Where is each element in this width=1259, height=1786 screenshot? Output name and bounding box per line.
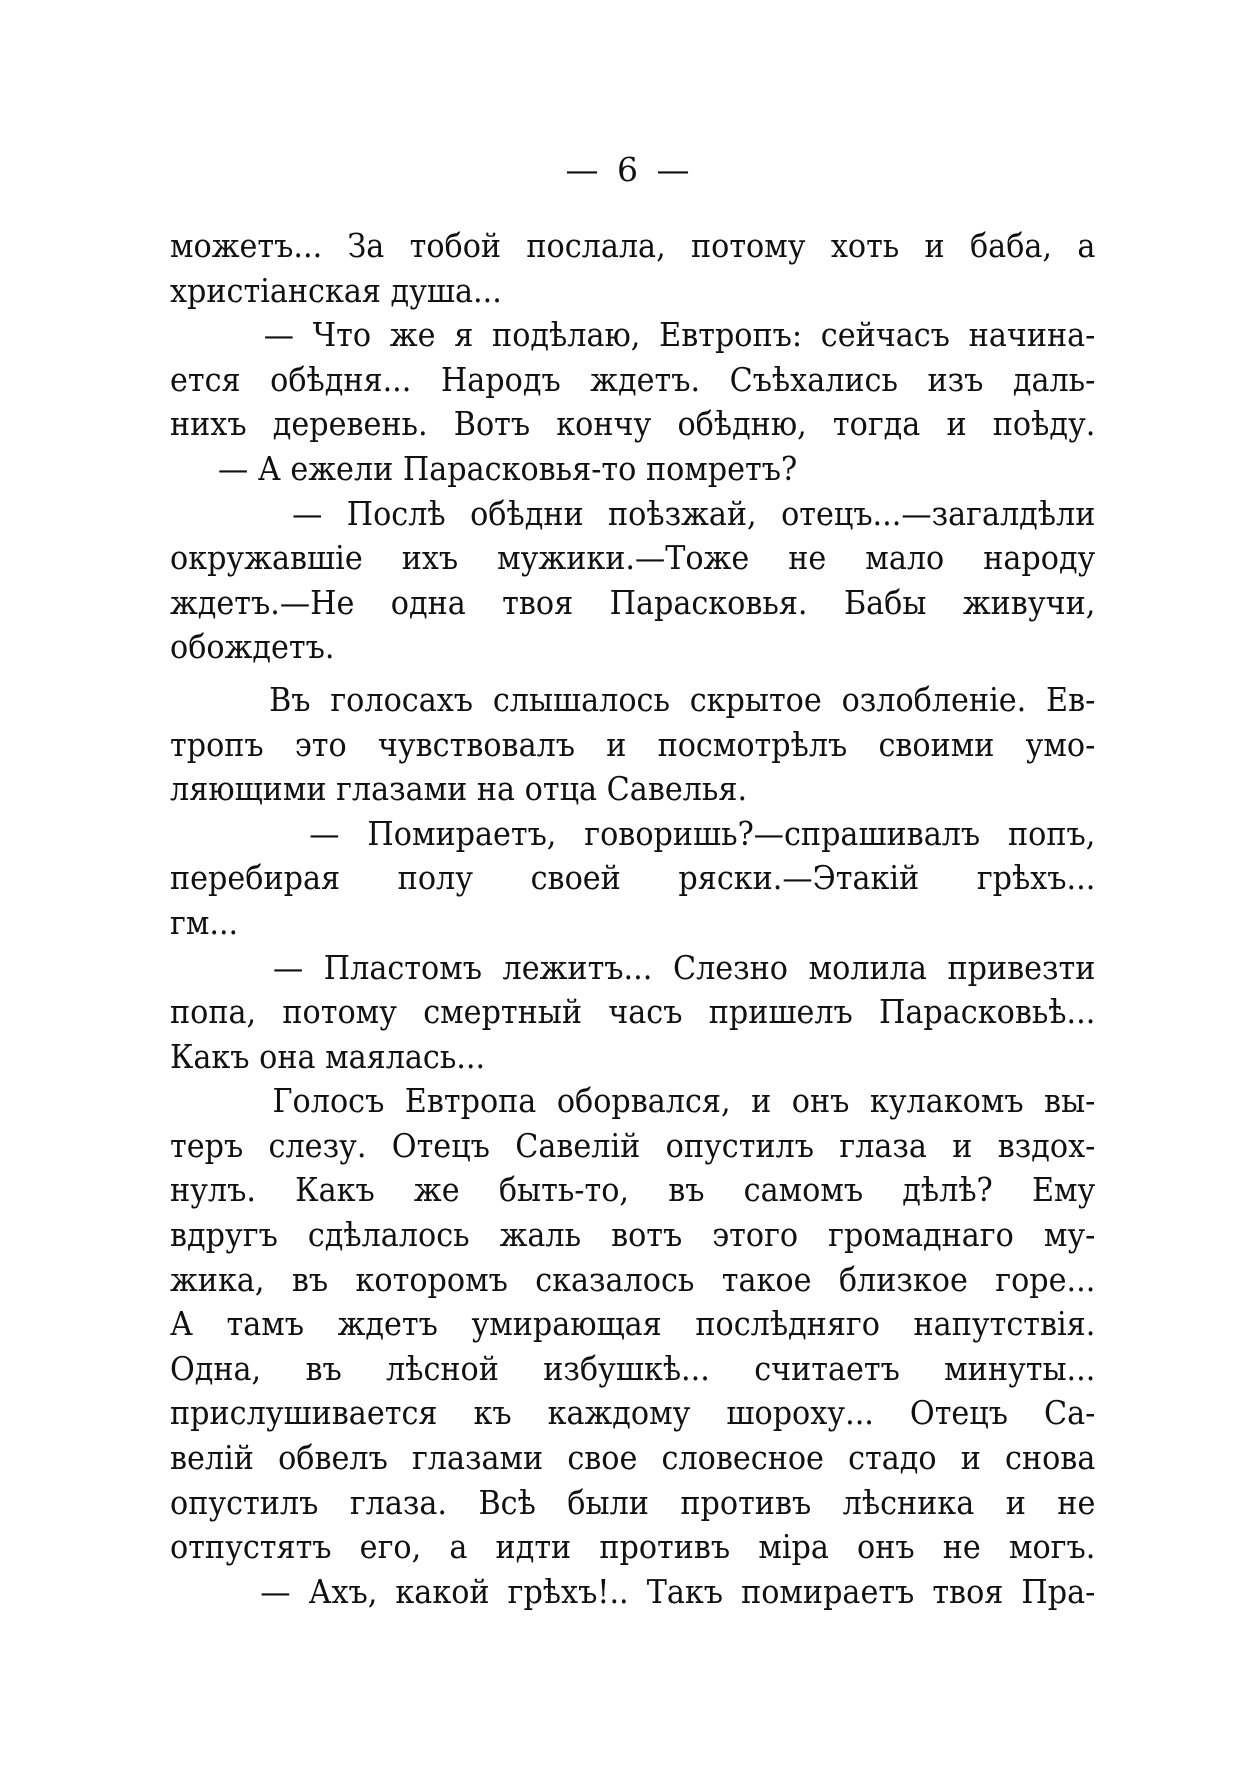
text-line: — Пластомъ лежитъ... Слезно молила привезти: [170, 948, 1096, 987]
text-line: — А ежели Парасковья-то помретъ?: [170, 449, 798, 488]
text-line: Голосъ Евтропа оборвался, и онъ кулакомъ вы-: [170, 1082, 1096, 1121]
text-line: христіанская душа...: [170, 271, 502, 310]
text-line: можетъ... За тобой послала, потому хоть и баба, а: [170, 227, 1096, 265]
text-line: обождетъ.: [170, 628, 335, 667]
text-line: жика, въ которомъ сказалось такое близкое горе...: [170, 1260, 1096, 1299]
text-line: — Ахъ, какой грѣхъ!.. Такъ помираетъ твоя Пра-: [170, 1572, 1096, 1611]
text-line: отпустятъ его, а идти противъ міра онъ не могъ.: [170, 1528, 1096, 1567]
text-line: ется обѣдня... Народъ ждетъ. Съѣхались изъ даль-: [170, 360, 1096, 399]
text-line: А тамъ ждетъ умирающая послѣдняго напутствія.: [170, 1305, 1096, 1344]
text-line: тропъ это чувствовалъ и посмотрѣлъ своими умо-: [170, 725, 1096, 764]
text-line: ляющими глазами на отца Савелья.: [170, 770, 748, 809]
text-line: Въ голосахъ слышалось скрытое озлобленіе. Ев-: [170, 680, 1096, 719]
body-text: [170, 224, 1096, 1614]
text-line: нихъ деревень. Вотъ кончу обѣдню, тогда и поѣду.: [170, 405, 1096, 444]
text-line: нулъ. Какъ же быть-то, въ самомъ дѣлѣ? Ему: [170, 1171, 1096, 1210]
text-line: — Послѣ обѣдни поѣзжай, отецъ...—загалдѣли: [170, 494, 1096, 533]
text-line: — Что же я подѣлаю, Евтропъ: сейчасъ начина-: [170, 316, 1096, 355]
text-line: — Помираетъ, говоришь?—спрашивалъ попъ,: [170, 814, 1096, 853]
text-line: окружавшіе ихъ мужики.—Тоже не мало народу: [170, 539, 1096, 578]
text-line: Какъ она маялась...: [170, 1037, 486, 1076]
text-line: Одна, въ лѣсной избушкѣ... считаетъ минуты...: [170, 1349, 1096, 1388]
text-line: попа, потому смертный часъ пришелъ Парасковьѣ...: [170, 993, 1096, 1032]
text-line: велій обвелъ глазами свое словесное стадо и снова: [170, 1439, 1096, 1478]
page-number: — 6 —: [565, 150, 694, 189]
text-line: вдругъ сдѣлалось жаль вотъ этого громаднаго му-: [170, 1216, 1096, 1255]
text-line: перебирая полу своей ряски.—Этакій грѣхъ...: [170, 859, 1096, 898]
text-line: теръ слезу. Отецъ Савелій опустилъ глаза и вздох-: [170, 1126, 1096, 1165]
text-line: гм...: [170, 903, 239, 942]
text-line: ждетъ.—Не одна твоя Парасковья. Бабы живучи,: [170, 583, 1096, 622]
text-line: прислушивается къ каждому шороху... Отецъ Са-: [170, 1394, 1096, 1433]
text-line: опустилъ глаза. Всѣ были противъ лѣсника и не: [170, 1483, 1096, 1522]
